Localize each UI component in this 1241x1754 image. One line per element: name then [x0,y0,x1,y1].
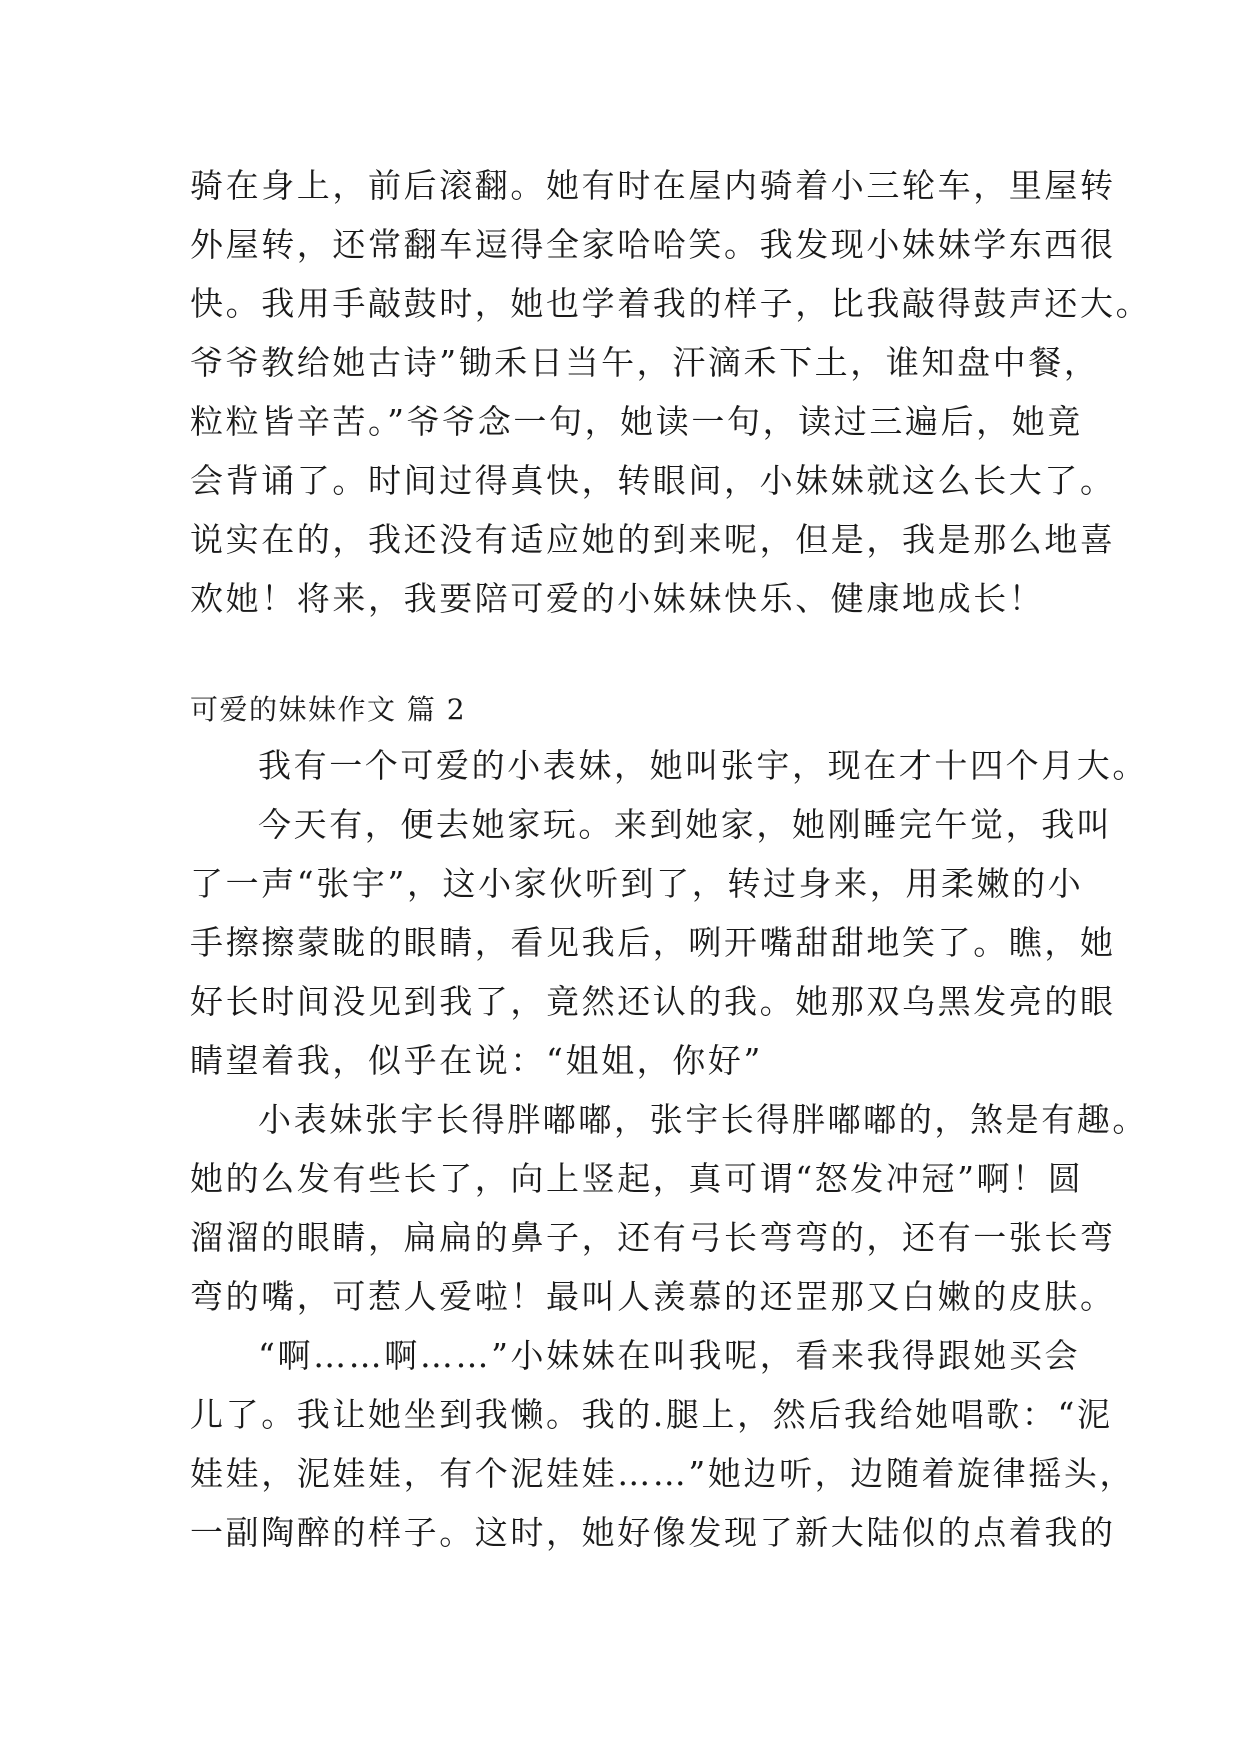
text-line: 爷爷教给她古诗”锄禾日当午，汗滴禾下土，谁知盘中餐， [190,343,1100,382]
text-line: 手擦擦蒙眬的眼睛，看见我后，咧开嘴甜甜地笑了。瞧，她 [190,923,1116,962]
text-line: 说实在的，我还没有适应她的到来呢，但是，我是那么地喜 [190,520,1116,559]
text-line: 快。我用手敲鼓时，她也学着我的样子，比我敲得鼓声还大。 [190,284,1152,323]
text-line: 儿了。我让她坐到我懒。我的.腿上，然后我给她唱歌：“泥 [190,1395,1113,1434]
text-line: 粒粒皆辛苦。”爷爷念一句，她读一句，读过三遍后，她竟 [190,402,1083,441]
section-title: 可爱的妹妹作文 篇 2 [190,693,467,726]
text-line: 今天有，便去她家玩。来到她家，她刚睡完午觉，我叫 [258,805,1113,844]
text-line: 一副陶醉的样子。这时，她好像发现了新大陆似的点着我的 [190,1513,1116,1552]
text-line: 她的么发有些长了，向上竖起，真可谓“怒发冲冠”啊！圆 [190,1159,1084,1198]
text-line: 外屋转，还常翻车逗得全家哈哈笑。我发现小妹妹学东西很 [190,225,1116,264]
text-line: 溜溜的眼睛，扁扁的鼻子，还有弓长弯弯的，还有一张长弯 [190,1218,1116,1257]
text-line: 会背诵了。时间过得真快，转眼间，小妹妹就这么长大了。 [190,461,1116,500]
text-line: 欢她！将来，我要陪可爱的小妹妹快乐、健康地成长！ [190,579,1045,618]
text-line: 娃娃，泥娃娃，有个泥娃娃……”她边听，边随着旋律摇头， [190,1454,1136,1493]
text-line: 好长时间没见到我了，竟然还认的我。她那双乌黑发亮的眼 [190,982,1116,1021]
text-line: 我有一个可爱的小表妹，她叫张宇，现在才十四个月大。 [258,746,1148,785]
text-line: 睛望着我，似乎在说：“姐姐，你好” [190,1041,763,1080]
text-line: 小表妹张宇长得胖嘟嘟，张宇长得胖嘟嘟的，煞是有趣。 [258,1100,1148,1139]
text-line: 弯的嘴，可惹人爱啦！最叫人羡慕的还罡那又白嫩的皮肤。 [190,1277,1116,1316]
text-line: “啊……啊……”小妹妹在叫我呢，看来我得跟她买会 [258,1336,1081,1375]
text-line: 骑在身上，前后滚翻。她有时在屋内骑着小三轮车，里屋转 [190,166,1116,205]
text-line: 了一声“张宇”，这小家伙听到了，转过身来，用柔嫩的小 [190,864,1084,903]
